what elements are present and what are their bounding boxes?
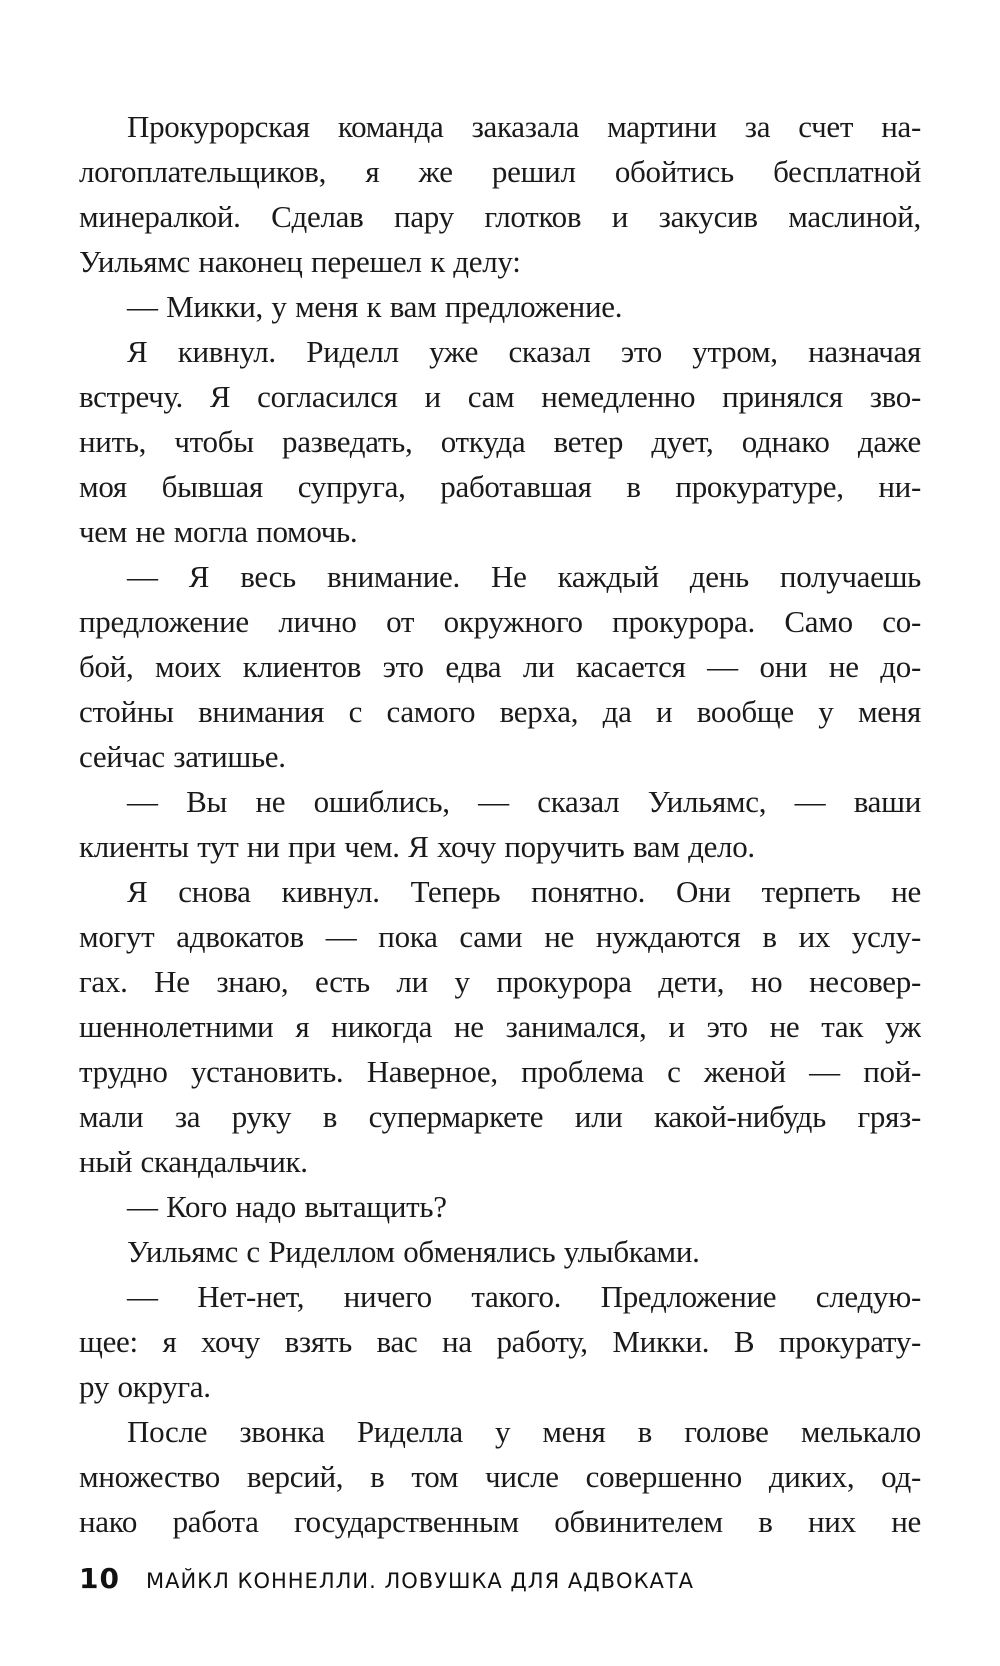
text-line: Уильямс наконец перешел к делу:: [79, 244, 521, 279]
text-line: гах. Не знаю, есть ли у прокурора дети, но несовер-: [79, 964, 921, 999]
page-footer: [79, 1562, 694, 1595]
text-line: — Нет-нет, ничего такого. Предложение следую-: [127, 1279, 921, 1314]
text-line: — Я весь внимание. Не каждый день получаешь: [127, 559, 921, 594]
text-line: — Вы не ошиблись, — сказал Уильямс, — ваши: [127, 784, 921, 819]
text-line: множество версий, в том числе совершенно диких, од-: [79, 1459, 921, 1494]
text-line: бой, моих клиентов это едва ли касается — они не до-: [79, 649, 921, 684]
text-line: — Кого надо вытащить?: [127, 1189, 447, 1224]
text-line: логоплательщиков, я же решил обойтись бесплатной: [79, 154, 921, 189]
text-line: шеннолетними я никогда не занимался, и это не так уж: [79, 1009, 921, 1044]
text-line: встречу. Я согласился и сам немедленно принялся зво-: [79, 379, 921, 414]
text-line: чем не могла помочь.: [79, 514, 358, 549]
text-line: — Микки, у меня к вам предложение.: [127, 289, 623, 324]
text-line: Уильямс с Риделлом обменялись улыбками.: [127, 1234, 700, 1269]
text-line: Прокурорская команда заказала мартини за счет на-: [127, 109, 921, 144]
text-line: щее: я хочу взять вас на работу, Микки. В прокурату-: [79, 1324, 921, 1359]
text-line: ный скандальчик.: [79, 1144, 308, 1179]
text-line: нако работа государственным обвинителем в них не: [79, 1504, 921, 1539]
page-number: 10: [79, 1562, 120, 1595]
text-line: сейчас затишье.: [79, 739, 286, 774]
text-line: После звонка Риделла у меня в голове мелькало: [127, 1414, 921, 1449]
text-line: стойны внимания с самого верха, да и вообще у меня: [79, 694, 921, 729]
text-line: минералкой. Сделав пару глотков и закусив маслиной,: [79, 199, 921, 234]
text-line: Я кивнул. Риделл уже сказал это утром, назначая: [127, 334, 921, 369]
body-text: [79, 104, 921, 1544]
text-line: моя бывшая супруга, работавшая в прокуратуре, ни-: [79, 469, 921, 504]
text-line: трудно установить. Наверное, проблема с женой — пой-: [79, 1054, 921, 1089]
running-title: МАЙКЛ КОННЕЛЛИ. ЛОВУШКА ДЛЯ АДВОКАТА: [145, 1569, 695, 1593]
text-line: предложение лично от окружного прокурора. Само со-: [79, 604, 921, 639]
text-line: могут адвокатов — пока сами не нуждаются в их услу-: [79, 919, 921, 954]
text-line: ру округа.: [79, 1369, 211, 1404]
text-line: Я снова кивнул. Теперь понятно. Они терпеть не: [127, 874, 921, 909]
text-line: клиенты тут ни при чем. Я хочу поручить вам дело.: [79, 829, 755, 864]
text-line: мали за руку в супермаркете или какой-нибудь гряз-: [79, 1099, 921, 1134]
text-line: нить, чтобы разведать, откуда ветер дует, однако даже: [79, 424, 921, 459]
